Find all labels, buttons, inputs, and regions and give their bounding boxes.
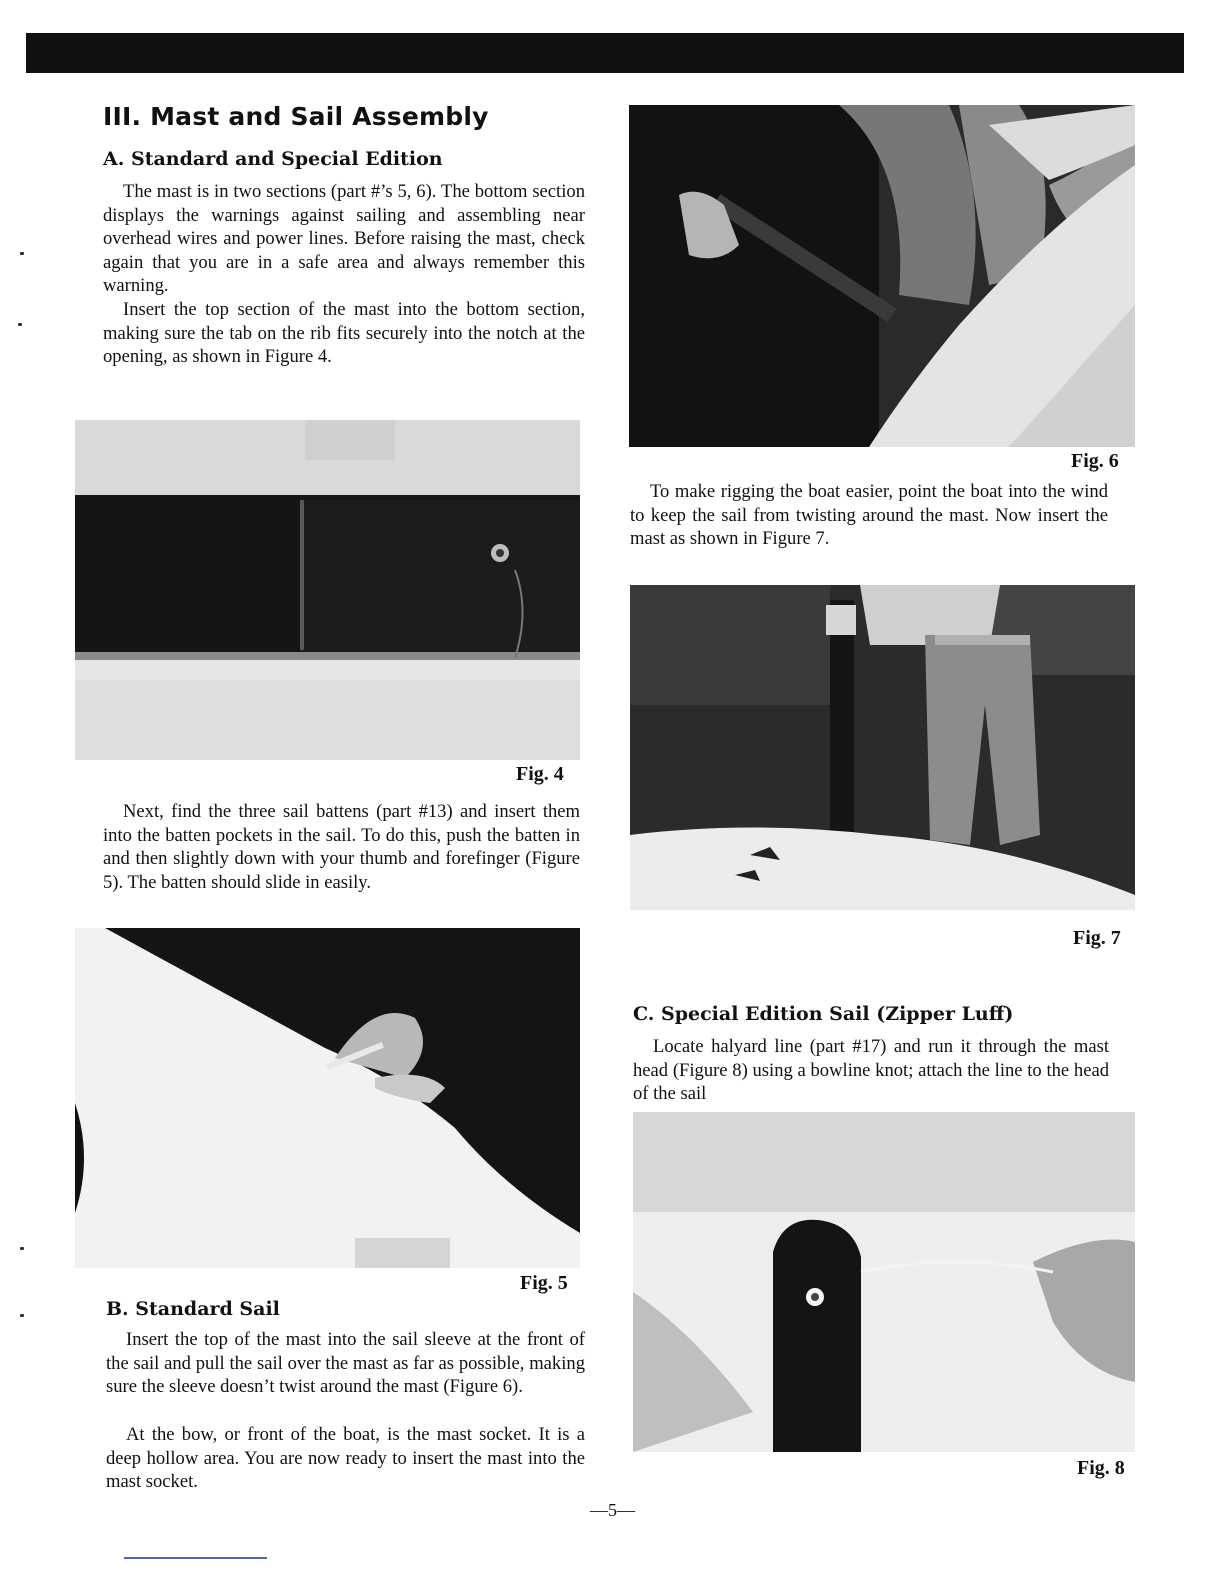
subsection-a-title: A. Standard and Special Edition bbox=[103, 148, 443, 170]
fig-8-label: Fig. 8 bbox=[1077, 1457, 1125, 1479]
header-bar bbox=[26, 33, 1184, 73]
fig-6-label: Fig. 6 bbox=[1071, 450, 1119, 472]
fig-4-label: Fig. 4 bbox=[516, 763, 564, 785]
margin-speck bbox=[20, 252, 24, 255]
subsection-c-title: C. Special Edition Sail (Zipper Luff) bbox=[633, 1003, 1014, 1025]
subsection-b-title: B. Standard Sail bbox=[106, 1298, 280, 1320]
paragraph-c1: Locate halyard line (part #17) and run it through the mast head (Figure 8) using a bowline knot; attach the line to the head of the sail bbox=[633, 1036, 1109, 1105]
fig-7-label: Fig. 7 bbox=[1073, 927, 1121, 949]
figure-7-photo bbox=[630, 585, 1135, 910]
page-number: —5— bbox=[590, 1500, 635, 1520]
figure-8-photo bbox=[633, 1112, 1135, 1452]
paragraph-a1: The mast is in two sections (part #’s 5, 6). The bottom section displays the warnings against sailing and assembling near overhead wires and power lines. Before raising the mast, check again that you are in a safe area and always remember this warning. bbox=[103, 181, 585, 297]
paragraph-r1: To make rigging the boat easier, point the boat into the wind to keep the sail from twisting around the mast. Now insert the mast as shown in Figure 7. bbox=[630, 481, 1108, 550]
margin-speck bbox=[18, 323, 22, 326]
section-title: III. Mast and Sail Assembly bbox=[103, 102, 489, 131]
margin-speck bbox=[20, 1247, 24, 1250]
paragraph-b2: At the bow, or front of the boat, is the mast socket. It is a deep hollow area. You are now ready to insert the mast into the mast socket. bbox=[106, 1424, 585, 1493]
figure-4-photo bbox=[75, 420, 580, 760]
bottom-underline bbox=[124, 1557, 267, 1559]
paragraph-a2: Insert the top section of the mast into the bottom section, making sure the tab on the rib fits securely into the notch at the opening, as shown in Figure 4. bbox=[103, 299, 585, 368]
paragraph-b1: Insert the top of the mast into the sail sleeve at the front of the sail and pull the sail over the mast as far as possible, making sure the sleeve doesn’t twist around the mast (Figure 6). bbox=[106, 1329, 585, 1398]
fig-5-label: Fig. 5 bbox=[520, 1272, 568, 1294]
figure-6-photo bbox=[629, 105, 1135, 447]
figure-5-photo bbox=[75, 928, 580, 1268]
paragraph-a3: Next, find the three sail battens (part #13) and insert them into the batten pockets in the sail. To do this, push the batten in and then slightly down with your thumb and forefinger (Figure 5). The batten should slide in easily. bbox=[103, 801, 580, 893]
margin-speck bbox=[20, 1314, 24, 1317]
